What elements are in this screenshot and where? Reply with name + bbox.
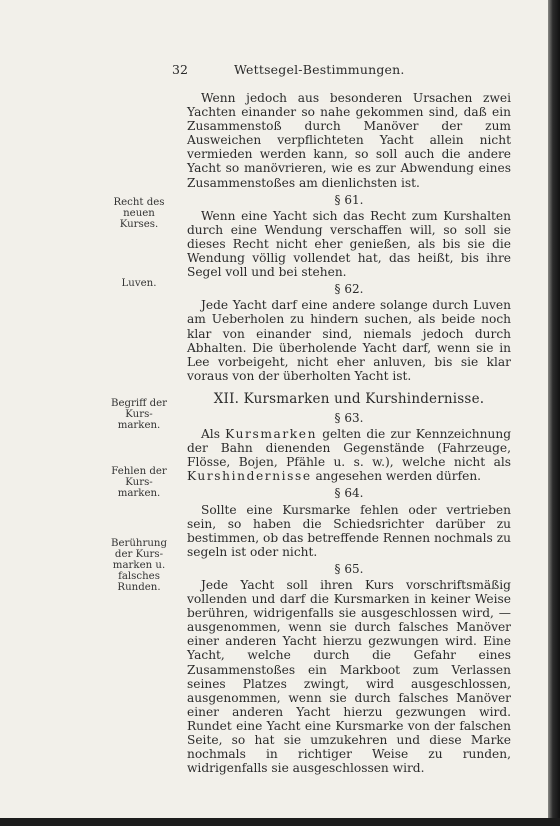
section-64-text: Sollte eine Kursmarke fehlen oder vertrieben sein, so haben die Schiedsrichter darüber zu bestimmen, ob das betreffende Rennen nochmals zu segeln ist oder nicht. <box>187 502 511 559</box>
margin-note-fehlen: Fehlen der Kurs-marken. <box>111 466 167 499</box>
page-number: 32 <box>172 62 188 77</box>
margin-note-beruehrung: Berührung der Kurs-marken u. falsches Runden. <box>110 538 168 593</box>
paragraph-intro: Wenn jedoch aus besonderen Ursachen zwei Yachten einander so nahe gekommen sind, daß ein Zusammenstoß durch Manöver der zum Ausweichen verpflichteten Yacht allein nicht vermieden werden kann, so soll auch die andere Yacht so manövrieren, wie es zur Abwendung eines Zusammenstoßes am dienlichsten ist. <box>187 91 511 190</box>
section-63-part2: gelten die zur Kennzeichnung der Bahn dienenden Gegenstände (Fahrzeuge, Flösse, Bojen, Pfähle u. s. w.), welche nicht als <box>187 427 512 470</box>
section-63-text <box>187 427 511 483</box>
section-65-number: § 65. <box>334 561 364 576</box>
page-bottom-edge <box>0 818 560 826</box>
margin-note-begriff: Begriff der Kurs-marken. <box>110 398 168 431</box>
term-kurshindernisse: Kurshindernisse <box>187 469 312 484</box>
section-63-part3: angesehen werden dürfen. <box>311 469 482 484</box>
main-text <box>187 91 511 775</box>
book-spine-shadow <box>548 0 560 826</box>
section-63-part1: Als <box>201 427 226 442</box>
section-62-text: Jede Yacht darf eine andere solange durch Luven am Ueberholen zu hindern suchen, als beide noch klar von einander sind, niemals jedoch durch Abhalten. Die überholende Yacht darf, wenn sie in Lee vorbeigeht, nicht eher anluven, bis sie klar voraus von der überholten Yacht ist. <box>187 298 511 383</box>
running-head: Wettsegel-Bestimmungen. <box>234 62 405 77</box>
term-kursmarken: Kursmarken <box>225 427 318 442</box>
section-64-number: § 64. <box>334 486 364 501</box>
margin-note-recht-des-kurses: Recht des neuen Kurses. <box>113 197 165 230</box>
chapter-heading: XII. Kursmarken und Kurshindernisse. <box>213 390 485 407</box>
section-63-number: § 63. <box>334 410 364 425</box>
section-62-number: § 62. <box>334 282 364 297</box>
section-65-text: Jede Yacht soll ihren Kurs vorschriftsmäßig vollenden und darf die Kursmarken in keiner Weise berühren, widrigenfalls sie ausgeschlossen wird, — ausgenommen, wenn sie durch falsches Manöver einer anderen Yacht hierzu gezwungen wird. Eine Yacht, welche durch die Gefahr eines Zusammenstoßes ein Markboot zum Verlassen seines Platzes zwingt, wird ausgeschlossen, ausgenommen, wenn sie durch falsches Manöver einer anderen Yacht hierzu gezwungen wird. Rundet eine Yacht eine Kursmarke von der falschen Seite, so hat sie umzukehren und diese Marke nochmals in richtiger Weise zu runden, widrigenfalls sie ausgeschlossen wird. <box>187 578 511 776</box>
margin-note-luven: Luven. <box>121 278 157 289</box>
section-61-text: Wenn eine Yacht sich das Recht zum Kurshalten durch eine Wendung verschaffen will, so soll sie dieses Recht nicht eher genießen, als bis sie die Wendung völlig vollendet hat, das heißt, bis ihre Segel voll und bei stehen. <box>187 208 511 280</box>
section-61-number: § 61. <box>334 192 364 207</box>
